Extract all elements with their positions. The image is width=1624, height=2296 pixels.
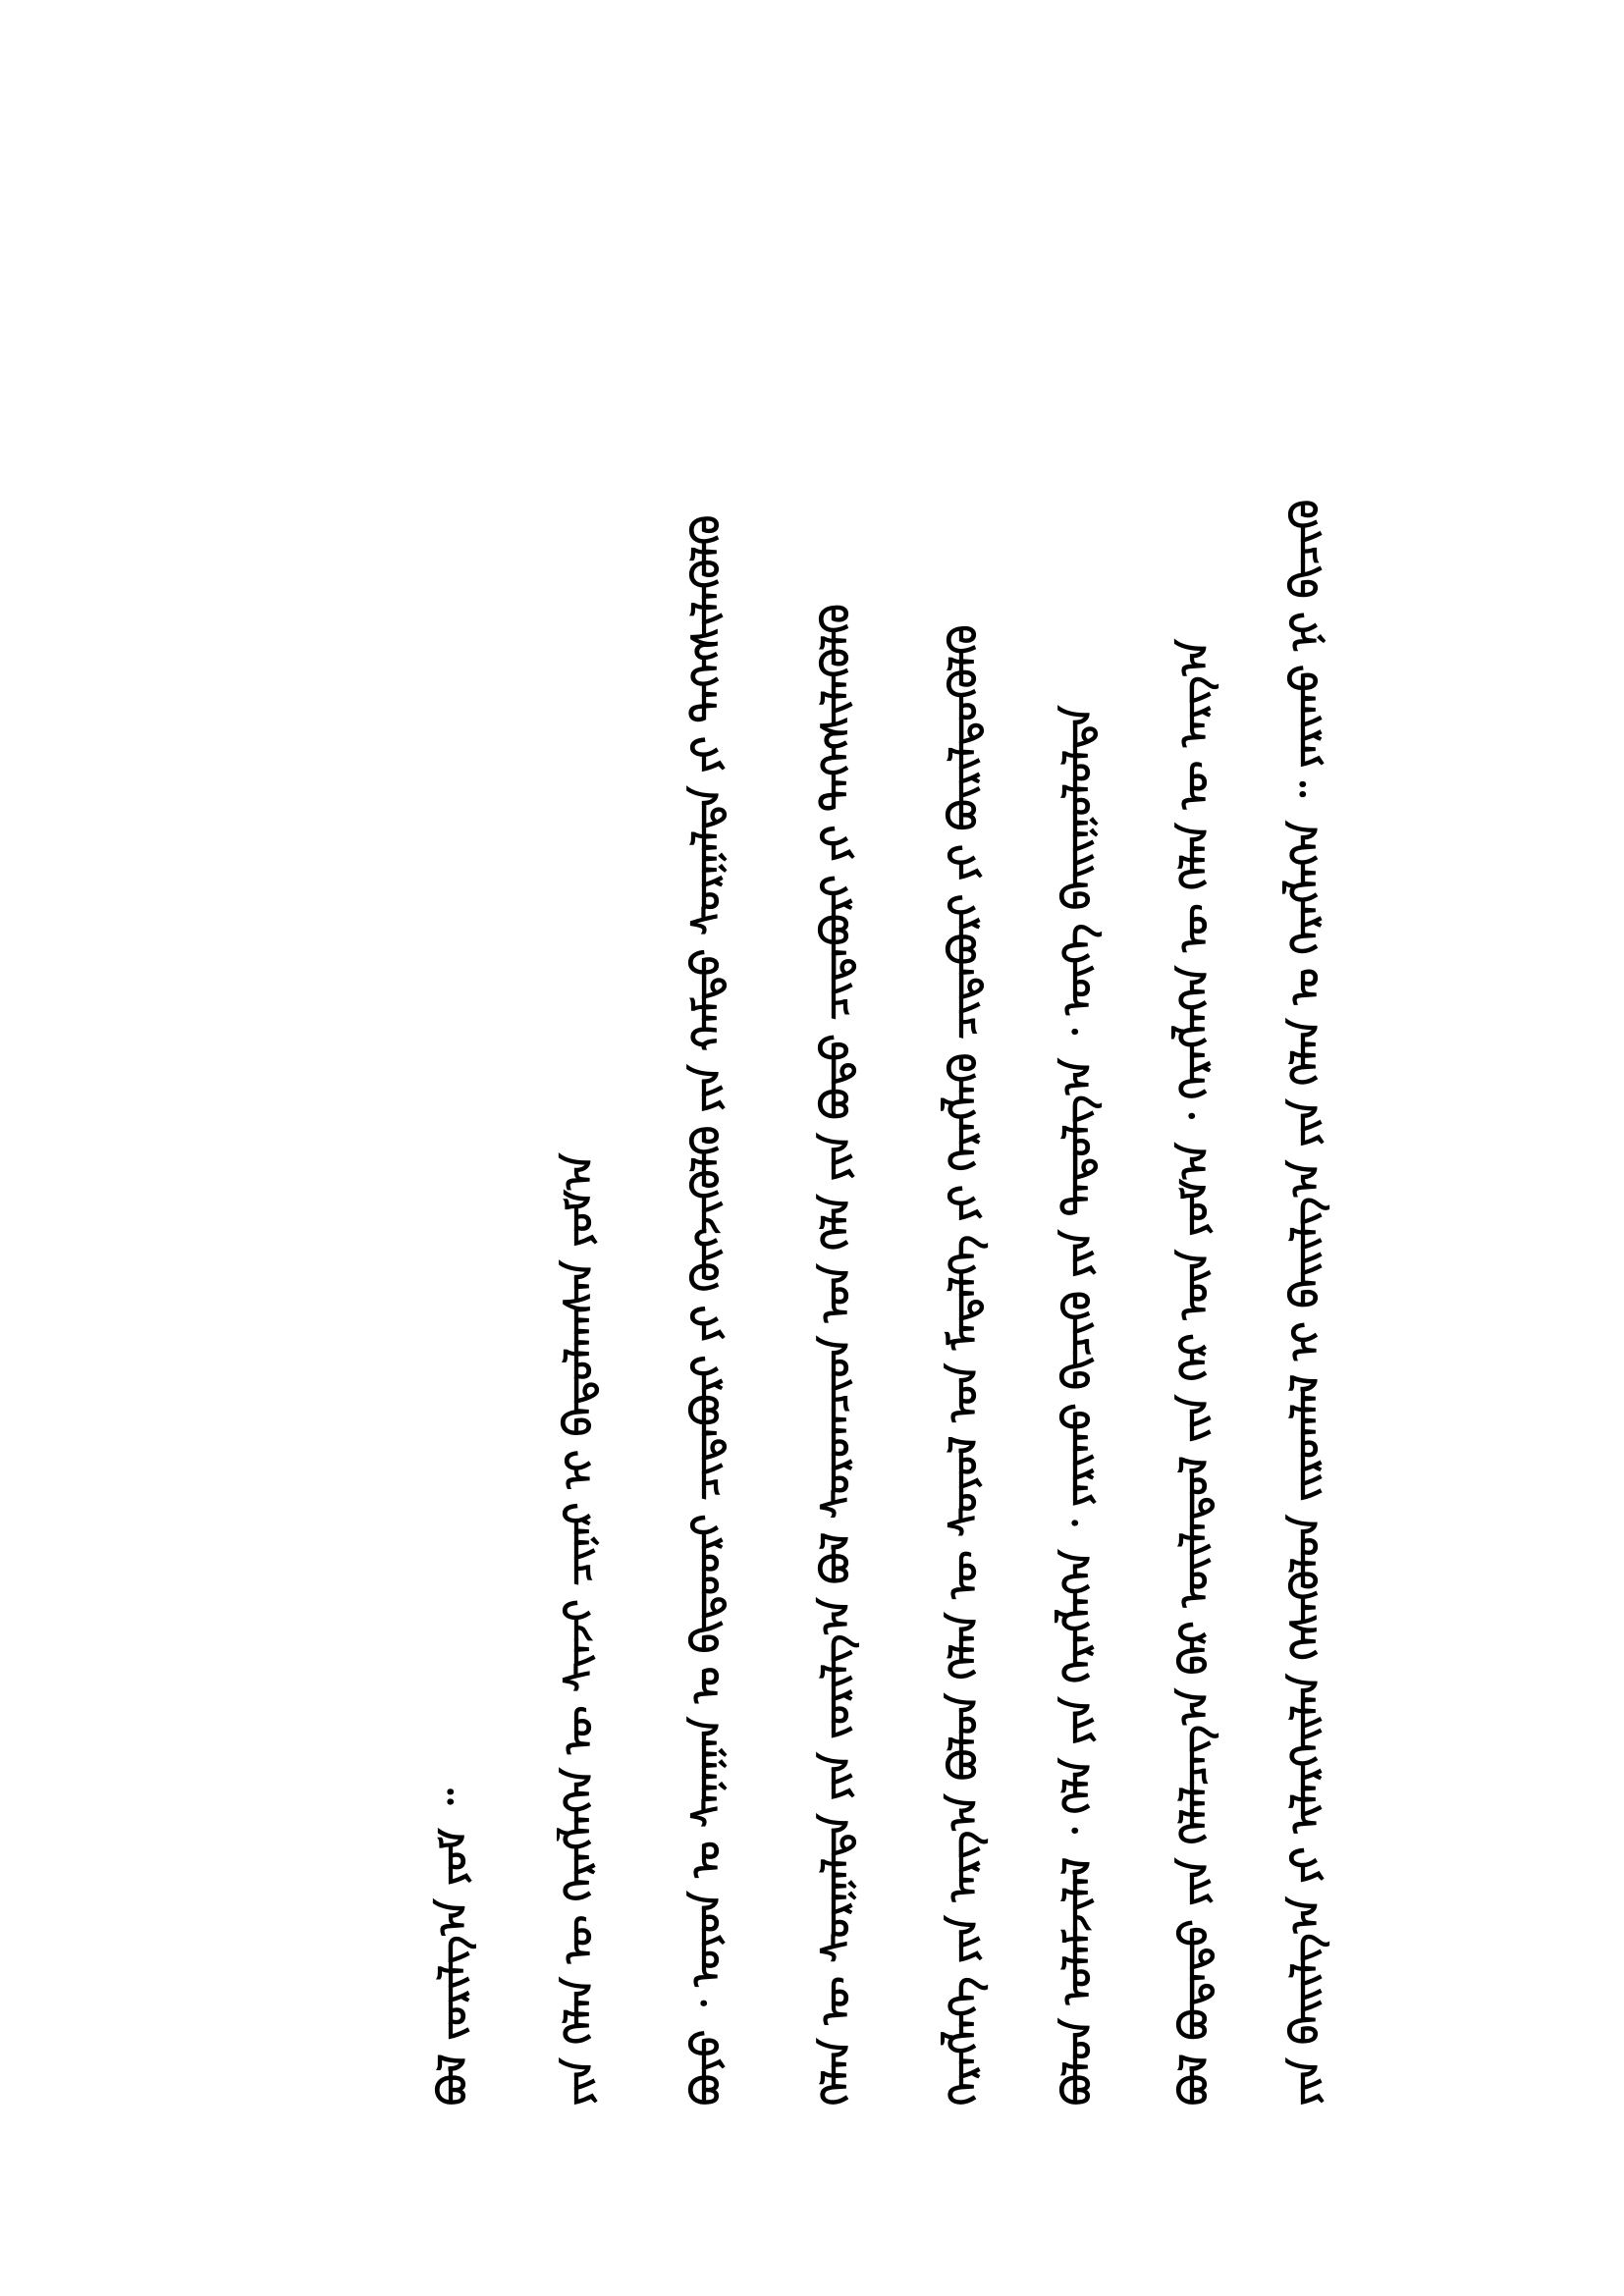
paragraph-2-line-4: ᠪᠣᠯ ᠵᠣᠷᠢᠯᠭ᠎ᠠ ᠶᠤᠮ ᠃ <box>431 1789 476 2106</box>
paragraph-1-line-1: ᠶᠢᠨ ᠪᠠᠢᠢᠯᠭ᠎ᠠ ᠶᠢ ᠢᠯᠡᠷᠬᠡᠢᠯᠡᠨ ᠬᠡᠰᠡᠭᠦᠯᠦᠨ ᠵᠢᠷᠤᠭᠯᠠᠯ ᠢ ᠪᠠᠢᠢᠯᠭ᠎ᠠ ᠶᠢᠨ ᠬᠡᠯᠡᠨ ᠤ ᠬᠡᠷᠡᠭᠯᠡᠭᠡᠨ ᠃ ᠶᠠᠷᠢᠬᠤ ᠨᠢ ᠪᠢᠴᠢᠬᠦ <box>1283 499 1328 2106</box>
paragraph-2-line-1: ᠬᠡᠯᠡᠨ ᠦ ᠰᠤᠷᠭᠠᠯᠲᠠ ᠶᠢᠨ ᠵᠣᠷᠢᠯᠭ᠎ᠠ ᠪᠣᠯ ᠰᠤᠷᠤᠭᠴᠢᠳ ᠤᠨ ᠬᠡᠯᠡ ᠶᠢᠨ ᠪᠣᠳᠤ ᠴᠢᠳᠠᠪᠤᠷᠢ ᠶᠢ ᠳᠡᠭᠡᠭᠰᠢᠯᠡᠭᠦᠯᠬᠦ <box>814 604 859 2106</box>
paragraph-2-line-2: ᠪᠤᠶᠤ ᠂ ᠣᠶᠤᠨ ᠤ ᠰᠠᠨᠠᠭᠠᠨ ᠤ ᠪᠢᠳᠦᠦᠷᠢ ᠴᠢᠳᠠᠪᠤᠷᠢ ᠶᠢ ᠬᠥᠭᠵᠢᠭᠦᠯᠬᠦ ᠶᠢᠨ ᠬᠠᠮᠲᠤ ᠰᠤᠷᠭᠠᠯᠲᠠ ᠶᠢ ᠳᠡᠭᠡᠭᠰᠢᠯᠡᠭᠦᠯᠬᠦ <box>684 514 730 2106</box>
paragraph-1-line-2: ᠪᠣᠯ ᠪᠣᠳᠠᠲᠤ ᠶᠢᠨ ᠬᠡᠯᠡᠯᠴᠡᠭ᠎ᠠ ᠪᠡᠷ ᠦᠢᠯᠡᠳᠦᠯ ᠵᠢᠨ ᠭᠡᠷ ᠦᠨ ᠶᠤᠮ᠎ᠠ ᠂ ᠬᠡᠷᠡᠭᠯᠡᠭᠡᠨ ᠦ ᠬᠡᠯᠡᠨ ᠦ ᠠᠷᠭ᠎ᠠ <box>1172 639 1218 2106</box>
paragraph-1-line-4: ᠬᠡᠷᠡᠭᠯᠡᠭᠡ ᠶᠢᠨ ᠠᠷᠭ᠎ᠠ ᠪᠣᠯᠤᠨ ᠬᠡᠯᠡᠨ ᠦ ᠰᠣᠶᠤᠯ ᠤᠨ ᠮᠡᠳᠡᠯᠭᠡ ᠶᠢ ᠬᠡᠷᠡᠭᠯᠡᠬᠦ ᠴᠢᠳᠠᠪᠤᠷᠢ ᠶᠢ ᠪᠦᠷᠢᠯᠳᠦᠭᠦᠯᠬᠦ <box>942 624 987 2106</box>
paragraph-1-line-3: ᠪᠣᠯᠤᠨ ᠤᠯᠠᠮᠵᠢᠯᠠᠯ ᠂ ᠬᠡᠯᠡ ᠶᠢᠨ ᠬᠡᠷᠡᠭᠯᠡᠭᠡᠨ ᠂ ᠶᠠᠷᠢᠬᠤ ᠪᠢᠴᠢᠬᠦ ᠶᠢᠨ ᠳᠠᠳᠤᠯᠭ᠎ᠠ ᠂ ᠦᠭᠡ ᠪᠠᠢᠢᠭᠤᠯᠤᠯᠲᠠ <box>1056 705 1101 2106</box>
paragraph-2-line-3: ᠶᠢᠨ ᠬᠡᠯᠡᠨ ᠦ ᠬᠡᠷᠡᠭᠯᠡᠭᠡᠨ ᠦ ᠰᠢᠨᠵᠢ ᠴᠢᠨᠠᠷ ᠢ ᠪᠠᠳᠤᠯᠠᠭᠰᠠᠨ ᠶᠤᠮ᠎ᠠ <box>557 1152 602 2106</box>
